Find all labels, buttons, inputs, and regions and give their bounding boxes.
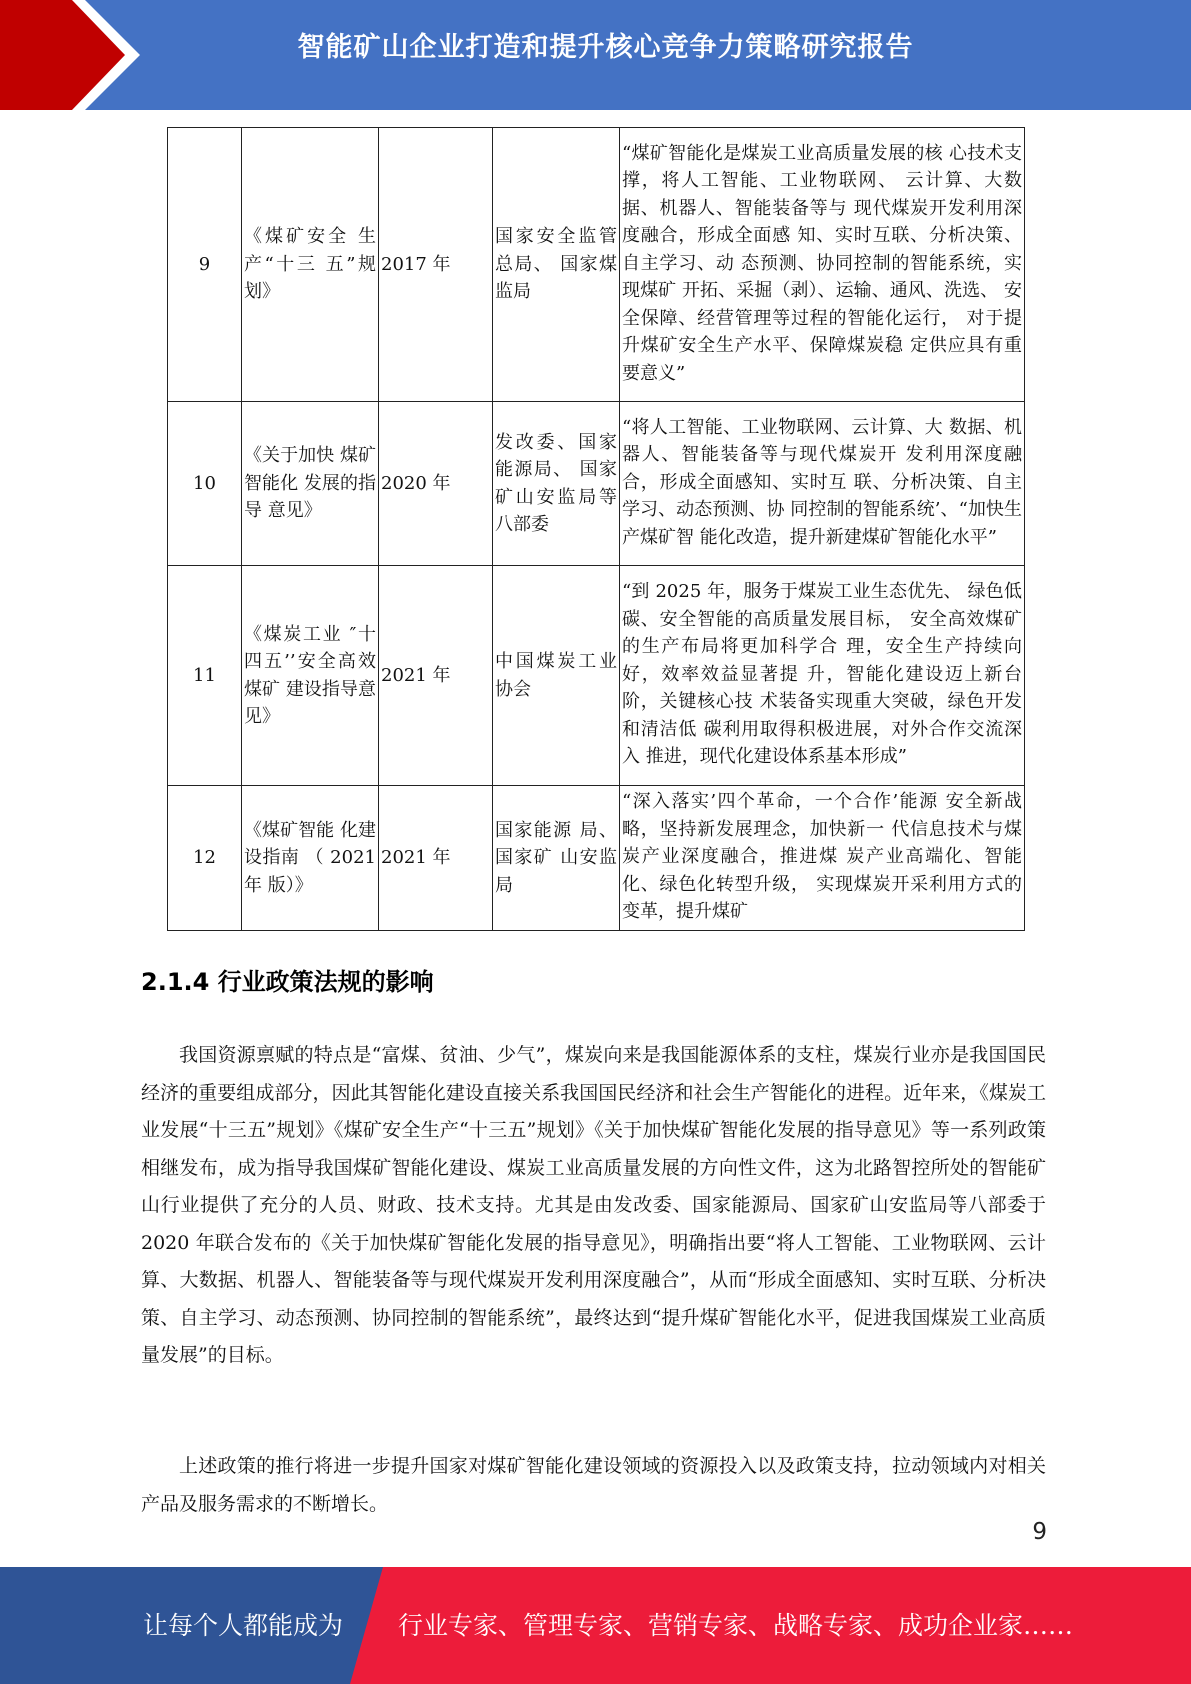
policy-year: 2020 年 (379, 402, 493, 566)
page-header (0, 0, 1191, 110)
policy-issuer: 中国煤炭工业协会 (493, 566, 620, 786)
table-row (168, 402, 1025, 566)
report-title: 智能矿山企业打造和提升核心竞争力策略研究报告 (297, 32, 914, 63)
table-row (168, 566, 1025, 786)
policy-year: 2021 年 (379, 786, 493, 931)
row-number: 9 (168, 128, 242, 402)
page-footer (0, 1567, 1191, 1684)
section-heading: 2.1.4 行业政策法规的影响 (141, 968, 434, 996)
policy-issuer: 国家能源 局、国家矿 山安监局 (493, 786, 620, 931)
table-row (168, 128, 1025, 402)
page-number: 9 (1032, 1519, 1047, 1545)
policy-name: 《煤矿安全 生产“十三 五”规划》 (242, 128, 379, 402)
policy-issuer: 国家安全监管总局、 国家煤监局 (493, 128, 620, 402)
row-number: 11 (168, 566, 242, 786)
row-number: 10 (168, 402, 242, 566)
policy-name: 《煤矿智能 化建设指南 （ 2021 年 版）》 (242, 786, 379, 931)
body-paragraph: 上述政策的推行将进一步提升国家对煤矿智能化建设领域的资源投入以及政策支持，拉动领域内对相关产品及服务需求的不断增长。 (141, 1455, 1046, 1515)
policy-content: “煤矿智能化是煤炭工业高质量发展的核 心技术支撑，将人工智能、工业物联网、 云计算、大数据、机器人、智能装备等与 现代煤炭开发利用深度融合，形成全面感 知、实时互联、分析决策、自主学习、动 态预测、协同控制的智能系统，实现煤矿 开拓、采掘（剥）、运输、通风、洗选、 安全保障、经营管理等过程的智能化运行， 对于提升煤矿安全生产水平、保障煤炭稳 定供应具有重要意义” (620, 128, 1025, 402)
footer-slogan-left: 让每个人都能成为 (143, 1611, 344, 1640)
table-row (168, 786, 1025, 931)
row-number: 12 (168, 786, 242, 931)
policy-issuer: 发改委、国家能源局、 国家矿山安监局等八部委 (493, 402, 620, 566)
policy-content: “将人工智能、工业物联网、云计算、大 数据、机器人、智能装备等与现代煤炭开 发利用深度融合，形成全面感知、实时互 联、分析决策、自主学习、动态预测、协 同控制的智能系统’、“加快生产煤矿智 能化改造，提升新建煤矿智能化水平” (620, 402, 1025, 566)
body-paragraph: 我国资源禀赋的特点是“富煤、贫油、少气”，煤炭向来是我国能源体系的支柱，煤炭行业亦是我国国民经济的重要组成部分，因此其智能化建设直接关系我国国民经济和社会生产智能化的进程。近年来，《煤炭工业发展“十三五”规划》《煤矿安全生产“十三五”规划》《关于加快煤矿智能化发展的指导意见》等一系列政策相继发布，成为指导我国煤矿智能化建设、煤炭工业高质量发展的方向性文件，这为北路智控所处的智能矿山行业提供了充分的人员、财政、技术支持。尤其是由发改委、国家能源局、国家矿山安监局等八部委于 2020 年联合发布的《关于加快煤矿智能化发展的指导意见》，明确指出要“将人工智能、工业物联网、云计算、大数据、机器人、智能装备等与现代煤炭开发利用深度融合”，从而“形成全面感知、实时互联、分析决策、自主学习、动态预测、协同控制的智能系统”，最终达到“提升煤矿智能化水平，促进我国煤炭工业高质量发展”的目标。 (141, 1044, 1046, 1366)
policy-name: 《关于加快 煤矿智能化 发展的指导 意见》 (242, 402, 379, 566)
policy-year: 2017 年 (379, 128, 493, 402)
policy-name: 《煤炭工业 ″十四五’’安全高效煤矿 建设指导意 见》 (242, 566, 379, 786)
policy-year: 2021 年 (379, 566, 493, 786)
policy-content: “深入落实’四个革命，一个合作’能源 安全新战略，坚持新发展理念，加快新一 代信息技术与煤炭产业深度融合，推进煤 炭产业高端化、智能化、绿色化转型升级， 实现煤炭开采利用方式的变革，提升煤矿 (620, 786, 1025, 931)
footer-slogan-right: 行业专家、管理专家、营销专家、战略专家、成功企业家…… (398, 1611, 1074, 1640)
policy-content: “到 2025 年，服务于煤炭工业生态优先、 绿色低碳、安全智能的高质量发展目标， 安全高效煤矿的生产布局将更加科学合 理，安全生产持续向好，效率效益显著提 升，智能化建设迈上新台阶，关键核心技 术装备实现重大突破，绿色开发和清洁低 碳利用取得积极进展，对外合作交流深入 推进，现代化建设体系基本形成” (620, 566, 1025, 786)
policy-table (167, 127, 1025, 931)
